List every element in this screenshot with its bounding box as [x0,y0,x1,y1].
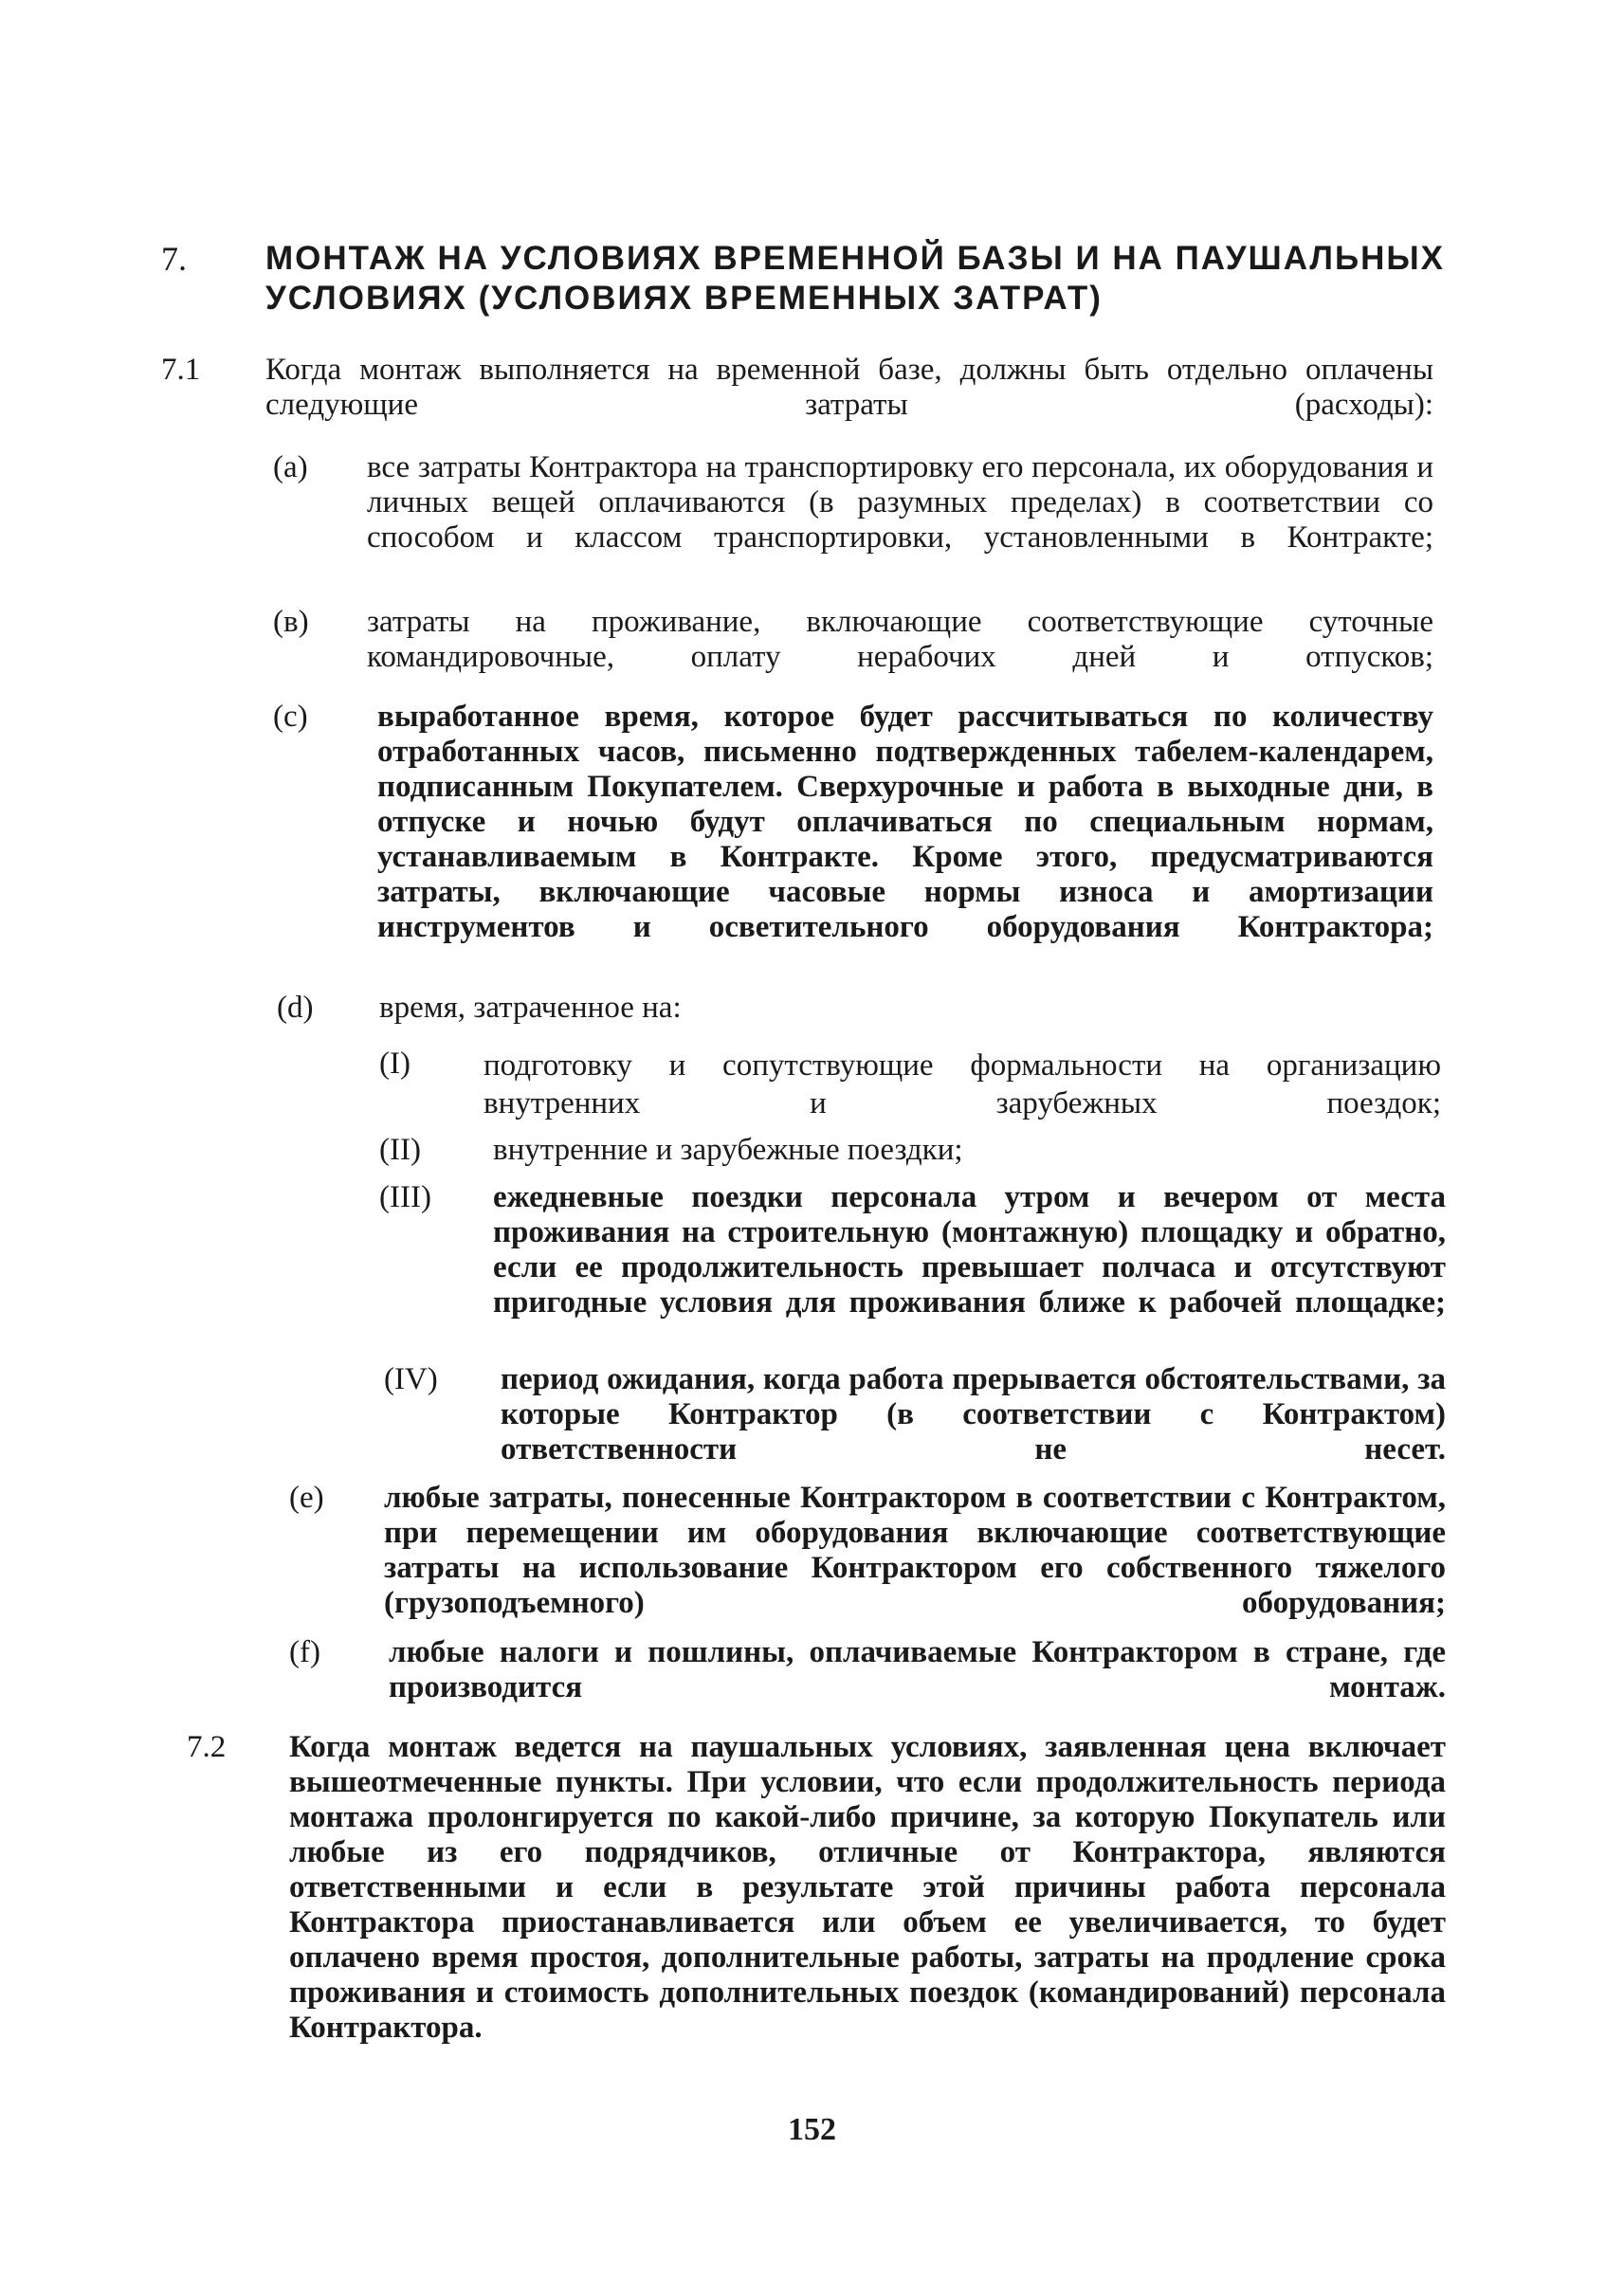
paragraph-number-7-1: 7.1 [161,353,201,387]
item-b-text: затраты на проживание, включающие соответствующие суточные командировочные, оплату нерабочих дней и отпусков; [367,605,1433,674]
item-c-text: выработанное время, которое будет рассчитываться по количеству отработанных часов, письменно подтвержденных табелем-календарем, подписанным Покупателем. Сверхурочные и работа в выходные дни, в отпуске и ночью будут оплачиваться по специальным нормам, устанавливаемым в Контракте. Кроме этого, предусматриваются затраты, включающие часовые нормы износа и амортизации инструментов и осветительного оборудования Контрактора; [377,700,1433,944]
item-d-label: (d) [277,991,314,1025]
subitem-1-label: (I) [379,1047,411,1081]
item-e-label: (e) [289,1481,324,1515]
subitem-4-text: период ожидания, когда работа прерывается обстоятельствами, за которые Контрактор (в соответствии с Контрактом) ответственности не несет. [501,1362,1446,1466]
subitem-4-label: (IV) [384,1362,438,1396]
subitem-2-text: внутренние и зарубежные поездки; [493,1133,963,1167]
item-e-text: любые затраты, понесенные Контрактором в соответствии с Контрактом, при перемещении им оборудования включающие соответствующие затраты на использование Контрактором его собственного тяжелого (грузоподъемного) оборудования; [384,1481,1446,1620]
item-f-text: любые налоги и пошлины, оплачиваемые Контрактором в стране, где производится монтаж. [389,1635,1446,1704]
subitem-1-text: подготовку и сопутствующие формальности на организацию внутренних и зарубежных поездок; [484,1048,1441,1120]
page-number: 152 [788,2112,836,2147]
section-number: 7. [161,240,187,278]
item-d-text: время, затраченное на: [379,991,682,1025]
section-title: МОНТАЖ НА УСЛОВИЯХ ВРЕМЕННОЙ БАЗЫ И НА ПАУШАЛЬНЫХ УСЛОВИЯХ (УСЛОВИЯХ ВРЕМЕННЫХ ЗАТРАТ) [265,240,1445,317]
item-c-label: (c) [273,700,308,734]
item-b-label: (в) [273,605,309,639]
paragraph-7-1-text: Когда монтаж выполняется на временной базе, должны быть отдельно оплачены следующие затраты (расходы): [265,353,1433,422]
subitem-3-text: ежедневные поездки персонала утром и вечером от места проживания на строительную (монтажную) площадку и обратно, если ее продолжительность превышает полчаса и отсутствуют пригодные условия для проживания ближе к рабочей площадке; [493,1180,1446,1320]
item-a-label: (a) [273,450,308,484]
item-f-label: (f) [289,1635,320,1669]
subitem-3-label: (III) [379,1180,431,1214]
item-a-text: все затраты Контрактора на транспортировку его персонала, их оборудования и личных вещей оплачиваются (в разумных пределах) в соответствии со способом и классом транспортировки, установленными в Контракте; [367,450,1433,555]
paragraph-7-2-text: Когда монтаж ведется на паушальных условиях, заявленная цена включает вышеотмеченные пункты. При условии, что если продолжительность периода монтажа пролонгируется по какой-либо причине, за которую Покупатель или любые из его подрядчиков, отличные от Контрактора, являются ответственными и если в результате этой причины работа персонала Контрактора приостанавливается или объем ее увеличивается, то будет оплачено время простоя, дополнительные работы, затраты на продление срока проживания и стоимость дополнительных поездок (командирований) персонала Контрактора. [289,1730,1446,2045]
subitem-2-label: (II) [379,1133,421,1167]
paragraph-number-7-2: 7.2 [187,1730,227,1764]
